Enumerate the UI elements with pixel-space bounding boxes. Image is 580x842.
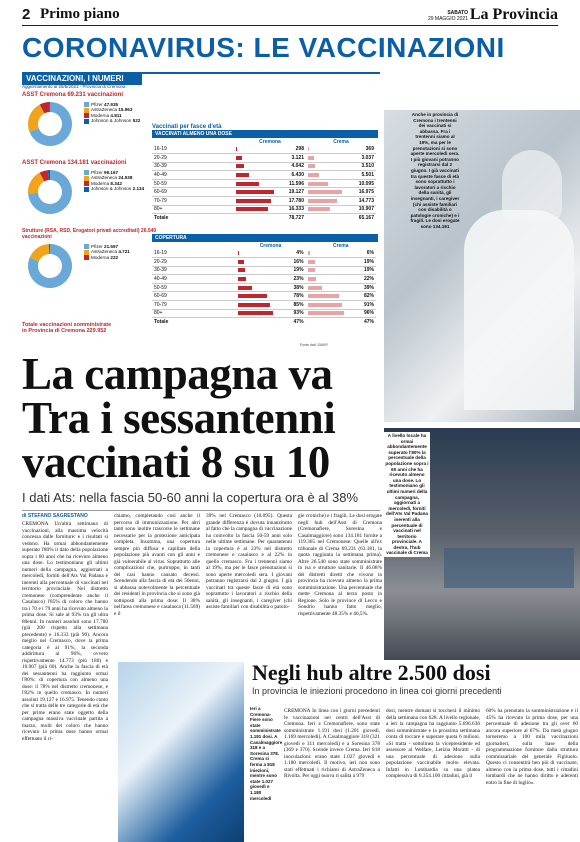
bar-crema [308,182,328,186]
bar-cremona [236,156,242,160]
bar-cell [236,266,276,275]
bar-cell [306,283,346,292]
main-deck: I dati Ats: nella fascia 50-60 anni la copertura ora è al 38% [22,490,359,505]
table-dose [152,138,376,222]
row-label: 70-79 [152,197,234,206]
bar-crema [308,251,310,255]
legend-swatch [84,119,89,124]
bar-cell [306,292,346,301]
bar-crema [308,147,309,151]
legend-swatch [84,176,89,181]
value-crema: 96% [346,309,376,318]
table-row [152,179,376,188]
bar-cell [236,258,276,267]
table-row [152,197,376,206]
row-label: 40-49 [152,171,234,180]
bar-cell [236,318,276,327]
value-cremona: 78% [276,292,306,301]
value-cremona: 16% [276,258,306,267]
bar-crema [308,311,344,315]
table-header: Crema [333,138,349,145]
bar-cell [236,292,276,301]
bar-cremona [238,277,247,281]
value-crema: 19% [346,258,376,267]
bar-cremona [238,251,240,255]
value-cremona: 298 [276,145,306,154]
total-label: Totale vaccinazioni somministrate [22,322,112,328]
legend-name: Moderna [91,254,111,260]
table-row [152,145,376,154]
bar-cell [234,197,276,206]
legend-value: 24.538 [118,175,133,181]
photo-hub-tent [444,548,574,588]
main-headline: La campagna va Tra i sessantenni vaccinati 8 su 10 [22,349,336,487]
bar-cremona [238,260,244,264]
value-cremona: 6.430 [276,171,306,180]
page-header [22,6,558,26]
bar-crema [308,286,323,290]
legend-value: 2.134 [132,186,145,192]
donut-legend-2 [84,170,144,192]
row-label: 20-29 [152,154,234,163]
legend-value: 522 [132,118,141,124]
value-crema: 19% [346,266,376,275]
table-subtitle-dose: VACCINATI ALMENO UNA DOSE [152,130,378,138]
legend-value: 15.963 [118,107,133,113]
table-header [152,242,236,249]
row-label: Totale [154,319,169,326]
bar-cell [306,171,346,180]
bar-crema [308,277,316,281]
value-cremona: 16.333 [276,205,306,214]
row-label: 30-39 [152,162,234,171]
bar-cell [234,145,276,154]
legend-name: Johnson & Johnson [91,118,133,124]
legend-name: Pfizer [91,244,105,249]
donut-chart-2 [26,168,74,216]
value-crema: 47% [363,319,374,326]
donut-title-1: ASST Cremona 69.231 vaccinazioni [22,92,124,98]
legend-value: 4.811 [110,112,122,118]
row-label: 50-59 [152,179,234,188]
bar-crema [308,303,343,307]
legend-name: AstraZeneca [91,249,119,255]
bar-cremona [238,286,252,290]
header-date [428,10,468,22]
bar-cell [234,179,276,188]
donut-title-3: Strutture (RSA, RSD, Erogatori privati accreditati) 26.540 vaccinazioni [22,228,157,240]
value-cremona: 93% [276,309,306,318]
bar-cell [234,205,276,214]
legend-swatch [84,250,89,255]
value-cremona: 85% [276,301,306,310]
kicker: CORONAVIRUS: LE VACCINAZIONI [22,32,505,63]
value-cremona: 11.596 [276,179,306,188]
bar-cremona [236,199,271,203]
legend-name: Pfizer [91,102,105,107]
bar-crema [308,260,315,264]
table-row [152,266,376,275]
bar-cell [306,145,346,154]
bar-cremona [236,182,259,186]
article-column-3: 39% nel Cremasco (10.095). Questa grande differenza è dovuta innanzitutto al fatto che la campagna di vaccinazione ha coinvolto la fascia 50-59 anni solo nelle ultime settimane. Per quarantenni la copertura è al 23% nel distretto cremonese e casalasco e al 22% in quello cremasco. Fra i trentenni siamo al 19%, ma per le fasce prenotazioni si sono aperte mercoledì sera. I giovani potranno registrarsi dal 2 giugno. I già vaccinati tra queste fasce di età sono soprattutto i lavoratori a rischio della sanità, gli insegnanti, i caregiver (chi assiste familiari con disabilità o patolo- [206,513,292,610]
legend-value: 99.167 [104,170,119,175]
value-crema: 39% [346,283,376,292]
table-subtitle-copertura: COPERTURA [152,234,378,242]
value-crema: 22% [346,275,376,284]
section-name: Primo piano [40,6,120,22]
bar-cremona [236,164,244,168]
table-header: Crema [332,242,349,249]
table-header: Cremona [259,138,281,145]
value-crema: 6% [346,249,376,258]
bar-cell [306,258,346,267]
table-row [152,214,376,223]
header-date-text: 29 MAGGIO 2021 [427,16,468,22]
bar-cremona [238,268,245,272]
bar-cell [236,275,276,284]
table-copertura [152,234,378,326]
donut-chart-3 [26,242,74,290]
photo-figure-body [464,210,574,410]
bar-cell [236,283,276,292]
page-number: 2 [22,6,31,23]
bar-cremona [236,147,237,151]
article-column-4: gie croniche) e i fragili. Le dosi erogate negli hub dell'Asst di Cremona (Cremonafiere, Soresina e Casalmaggiore) sono 134.181 fornite a 119.365 nel Cremonese: Quelle all'ex tribunale di Crema 69.231 (63.181, la quota raggiunta la settimana prima). Altre 26.540 sono state somministrate in rsa e strutture sanitarie. Il 46.08% dei distretti diretti che vivono in provincia ha ricevuto almeno la prima somministrazione. Una percentuale che mette Cremona al terzo posto in Regione. Solo le province di Lecco e Sondrio hanno fatto meglio, rispettivamente 48.35% e 46,5%. [298,513,382,617]
table-header [152,138,234,145]
byline: di STEFANO SAGRESTANO [22,513,88,519]
bar-crema [308,164,315,168]
value-crema: 91% [346,301,376,310]
donut-block-2 [22,160,162,218]
article2-column-1: CREMONA In linea con i giorni precedenti le vaccinazioni nei centri dell'Asst di Cremona. Ieri a Cremonafiere, sono state somministrate 1.191 dosi (1.201 giovedì, 1.169 mercoledì). A Casalmaggiore 318 (321 giovedì e 311 mercoledì) e a Soresina 378 (369 e 370). Scende invece Crema. Ieri 818 inoculazioni: erano state 1.027 giovedì e 1.180 mercoledì. Il motivo, ieri non sono stati effettuati i richiami di AstraZeneca a Rivolta. Per oggi nuova ri salita a 979 [284,708,380,779]
source-note: Fonte dati: SIAVR [300,343,328,347]
bar-cell [306,266,346,275]
donut-chart-1 [26,100,74,148]
total-value: in Provincia di Cremona 229.952 [22,328,107,334]
bar-cell [306,162,346,171]
article2-column-3: 60% ha prenotato la somministrazione e il 45% ha ricevuto la prima dose, per una percentuale di adesione tra gli over 60 ancora superiore al 67%. Da metà giugno torneremo a 100 mila vaccinazioni giornalieri, sulla base della programmazione forniture dalla struttura commissariale del generale Figliuolo. Questo ci consentirà ben più di vaccinare, almeno con la prima dose, tutti i cittadini lombardi che ne hanno diritto e aderenti entro la fine di luglio». [486,708,578,786]
table-row [152,309,376,318]
donut-legend-3 [84,244,130,260]
value-crema: 14.773 [346,197,376,206]
photo2-caption: A livello locale ha ormai abbondantemente superato l'80% la percentuale della popolazione sopra i 60 anni che ha ricevuto almeno una dose. Lo testimoniano gli ultimi numeri della campagna, aggiornati a mercoledì, forniti dell'Ats Val Padana inerenti alla percentuale di vaccinati nel territorio provinciale. A destra, l'hub vaccinale di Crema [385,433,429,556]
table-row [152,301,376,310]
row-label: 60-69 [152,292,236,301]
article-column-1: CREMONA Un'altra settimana di vaccinazioni, alla massima velocità concessa dalle forniture: e i risultati si vedono. Ha ormai abbondantemente superato l'80% il dato della popolazione sopra i 60 anni che ha ricevuto almeno una dose. Lo testimoniano gli ultimi numeri della campagna, aggiornati a mercoledì, forniti dell'Ats Val Padana e inerenti alla percentuale di vaccinati nel territorio provinciale. Nel distretto cremonese (comprendente anche il Casalasco) l'85% di coloro che hanno tra i 70 e i 79 anni ha ricevuto almeno la prima dose. Si sale al 93% tra gli ultra 80enni. In numeri assoluti sono 17.780 (già 200 rispetto alla settimana precedente) e 16.333 (più 90). Ancora meglio nel Cremasco, dove la prima categoria è al 91%, la seconda addirittura al 96%, ovvero rispettivamente 14.773 (più 180) e 10.907 (più 60). Anche la fascia di età dei sessantenni ha raggiunto ormai l'80%: di copertura con almeno una dose: il 78% nel distretto cremonese, e l'82% in quello cremasco. In numeri assoluti 19.127 e 16.975. Tenendo conto che si tratta delle tre categorie di età che per prime erano state oggetto della campagna massiva vaccinale partita a marzo, molti dei coloro che hanno ricevuto la prima dose hanno ormai effettuato il ri- [22,521,108,742]
table-row [152,275,376,284]
bar-cell [306,154,346,163]
bar-cell [236,301,276,310]
bar-cell [306,275,346,284]
bar-cell [306,214,346,223]
total-vaccinations [22,322,172,334]
value-crema: 82% [346,292,376,301]
row-label: 60-69 [152,188,234,197]
value-crema: 16.975 [346,188,376,197]
bar-cremona [238,294,268,298]
legend-swatch [84,187,89,192]
table-header: Cremona [259,242,282,249]
row-label: 50-59 [152,283,236,292]
photo3-caption: Ieri a Cremona-Fiere sono state somministrate 1.191 dosi. A Casalmaggiore 318 e a Soresina 378. Crema si ferma a 818 iniezioni, mentre sono state 1.027 giovedì e 1.180 mercoledì [250,706,283,801]
bar-cell [234,171,276,180]
donut-block-3 [22,228,162,292]
value-cremona: 4% [276,249,306,258]
table-row [152,205,376,214]
article2-headline: Negli hub altre 2.500 dosi [252,660,491,685]
legend-value: 21.597 [104,244,119,249]
bar-cell [234,188,276,197]
row-label: 40-49 [152,275,236,284]
value-crema: 10.907 [346,205,376,214]
bar-crema [308,190,342,194]
bar-cell [234,214,276,223]
value-crema: 65.167 [358,215,374,222]
legend-entry [84,186,144,191]
bar-cell [306,309,346,318]
value-cremona: 3.121 [276,154,306,163]
value-cremona: 78.727 [288,215,304,222]
value-crema: 3.510 [346,162,376,171]
row-label: 80+ [152,205,234,214]
bar-crema [308,207,330,211]
row-label: 16-19 [152,249,236,258]
legend-value: 8.342 [110,180,122,186]
row-label: 16-19 [152,145,234,154]
table-almeno-una-dose [152,124,378,222]
value-cremona: 47% [293,319,304,326]
legend-entry [84,255,130,260]
article-column-2: chiamo, completando così anche il percorso di immunizzazione. Per altri tanti sono inoltre trascorse le settimane necessarie per la protezione anticipata completa. Insomma, una copertura sempre più diffusa e capillare della popolazione più avanti con gli anni e già vulnerabile al virus. Soprattutto alle complicazioni che, purtroppo, in tanti dei casi hanno causato decessi. Scendendo alla fascia di età dei 50enni, si abbassa notevolmente la percentuale dei residenti in provincia che si sono già sottoposti alla prima dose: Il 38% nell'area cremonese e casalasca (11.569) e il [114,513,200,617]
bar-cell [236,249,276,258]
header-day: SABATO [447,10,468,16]
value-cremona: 19.127 [276,188,306,197]
masthead: La Provincia [469,6,558,23]
article2-column-2: dosi, mentre domani si toccherà il minimo della settimana con 628. A livello regionale, a ieri la campagna ha raggiunto 5.696.636 dosi somministrate e la prossima settimana conta di toccare e superare quota 6 milioni. «Si tratta - sottolinea la vicepresidente ed assessore al Welfare, Letizia Moratti - di una percentuale di adesione sulla popolazione vaccinabile molto elevata. Infatti in Lombardia su una platea complessiva di 8.354.100 cittadini, già il [386,708,480,779]
bar-cell [306,205,346,214]
legend-value: 47.935 [104,102,119,107]
article2-deck: In provincia le iniezioni procedono in linea coi giorni precedenti [252,686,502,696]
legend-name: Pfizer [91,170,105,175]
row-label: 70-79 [152,301,236,310]
donut-title-2: ASST Cremona 134.181 vaccinazioni [22,160,127,166]
value-crema: 3.037 [346,154,376,163]
bar-crema [308,199,337,203]
table-row [152,292,376,301]
value-crema: 5.501 [346,171,376,180]
bar-cremona [238,303,270,307]
bar-cremona [236,190,274,194]
table-title: Vaccinati per fasce d'età [152,124,222,130]
legend-swatch [84,255,89,260]
legend-swatch [84,108,89,113]
bar-cell [234,162,276,171]
table-row [152,249,376,258]
bar-crema [308,156,314,160]
row-label: 20-29 [152,258,236,267]
value-cremona: 23% [276,275,306,284]
row-label: Totale [154,215,169,222]
table-row [152,171,376,180]
donut-legend-1 [84,102,140,124]
bar-cremona [238,311,273,315]
table-row [152,318,376,327]
table-row [152,283,376,292]
legend-name: Moderna [91,180,111,186]
divider [22,510,380,511]
value-cremona: 19% [276,266,306,275]
bar-cell [306,197,346,206]
row-label: 80+ [152,309,236,318]
bar-crema [308,268,315,272]
value-crema: 10.095 [346,179,376,188]
table-row [152,162,376,171]
legend-name: AstraZeneca [91,175,119,181]
legend-name: Moderna [91,112,111,118]
value-cremona: 17.780 [276,197,306,206]
bar-cell [234,154,276,163]
table-row [152,154,376,163]
bar-cell [236,309,276,318]
bar-cell [306,301,346,310]
value-cremona: 4.042 [276,162,306,171]
bar-cell [306,249,346,258]
infographic-heading: VACCINAZIONI, I NUMERI [22,72,142,85]
infographic-updated: Aggiornamento al 26/5/2021 - Provincia di Cremona [22,84,126,89]
photo-syringe-gloves [118,662,244,842]
row-label: 30-39 [152,266,236,275]
bar-cremona [236,173,249,177]
bar-crema [308,173,319,177]
photo1-caption: Anche in provincia di Cremona i trentenni dei vaccinati si abbassa. Fra i trentenni siamo al 19%, ma per le prenotazioni si sono aperte mercoledì sera. I più giovani potranno registrarsi dal 2 giugno. I già vaccinati tra queste fasce di età sono soprattutto i lavoratori a rischio della sanità, gli insegnanti, i caregiver (chi assiste familiari con disabilità o patologie croniche) e i fragili. Le dosi erogate sono 134.181 [410,112,460,229]
table-coverage [152,242,376,326]
legend-value: 222 [110,254,119,260]
bar-cell [306,179,346,188]
donut-block-1 [22,92,162,150]
bar-cell [306,188,346,197]
legend-value: 4.721 [118,249,130,255]
table-row [152,188,376,197]
legend-entry [84,118,140,123]
value-crema: 369 [346,145,376,154]
value-cremona: 38% [276,283,306,292]
legend-name: AstraZeneca [91,107,119,113]
bar-cell [306,318,346,327]
bar-cremona [236,207,268,211]
legend-name: Johnson & Johnson [91,186,133,192]
table-row [152,258,376,267]
bar-crema [308,294,339,298]
